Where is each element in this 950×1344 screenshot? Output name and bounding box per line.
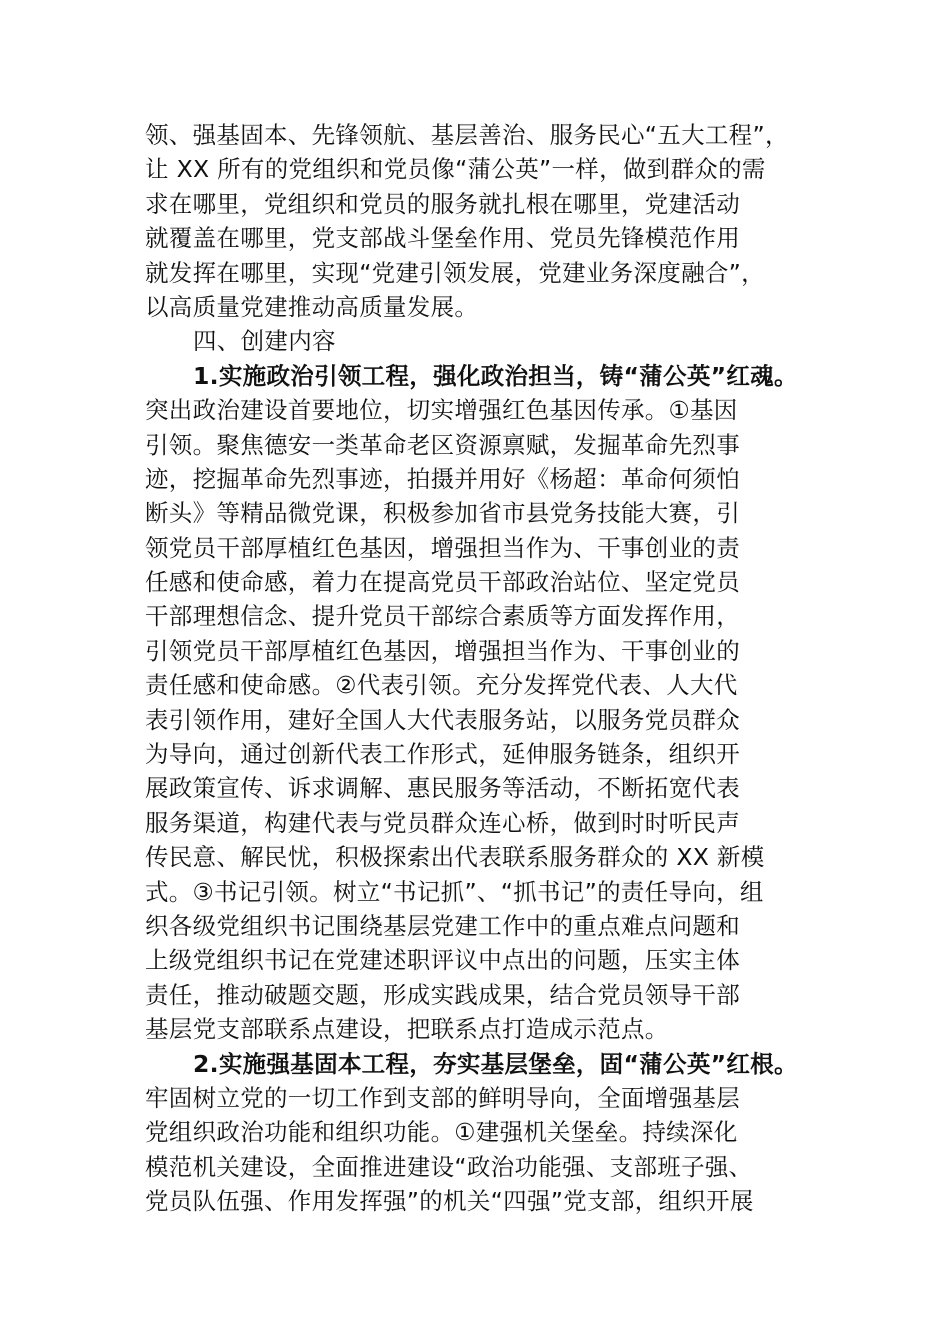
- text-line: 表引领作用，建好全国人大代表服务站，以服务党员群众: [145, 705, 740, 734]
- text-line: 服务渠道，构建代表与党员群众连心桥，做到时时听民声: [145, 808, 740, 837]
- text-line: 领党员干部厚植红色基因，增强担当作为、干事创业的责: [145, 533, 740, 562]
- text-line: 让 XX 所有的党组织和党员像“蒲公英”一样，做到群众的需: [145, 155, 766, 184]
- text-line: 干部理想信念、提升党员干部综合素质等方面发挥作用，: [145, 602, 740, 631]
- text-line: 责任感和使命感。②代表引领。充分发挥党代表、人大代: [145, 671, 738, 700]
- text-line: 责任，推动破题交题，形成实践成果，结合党员领导干部: [145, 980, 740, 1009]
- text-line: 展政策宣传、诉求调解、惠民服务等活动，不断拓宽代表: [145, 774, 740, 803]
- text-line: 任感和使命感，着力在提高党员干部政治站位、坚定党员: [145, 568, 740, 597]
- text-line: 求在哪里，党组织和党员的服务就扎根在哪里，党建活动: [145, 189, 740, 218]
- document-body: [145, 118, 835, 1219]
- text-line: 以高质量党建推动高质量发展。: [145, 292, 479, 321]
- text-line: 织各级党组织书记围绕基层党建工作中的重点难点问题和: [145, 911, 740, 940]
- text-line: 党组织政治功能和组织功能。①建强机关堡垒。持续深化: [145, 1118, 738, 1147]
- text-line: 模范机关建设，全面推进建设“政治功能强、支部班子强、: [145, 1152, 753, 1181]
- text-line: 就覆盖在哪里，党支部战斗堡垒作用、党员先锋模范作用: [145, 224, 740, 253]
- text-line: 传民意、解民忧，积极探索出代表联系服务群众的 XX 新模: [145, 843, 765, 872]
- subsection-heading-2: 2.实施强基固本工程，夯实基层堡垒，固“蒲公英”红根。: [193, 1049, 798, 1078]
- text-line: 上级党组织书记在党建述职评议中点出的问题，压实主体: [145, 946, 740, 975]
- text-line: 基层党支部联系点建设，把联系点打造成示范点。: [145, 1015, 669, 1044]
- text-line: 就发挥在哪里，实现“党建引领发展，党建业务深度融合”，: [145, 258, 765, 287]
- text-line: 牢固树立党的一切工作到支部的鲜明导向，全面增强基层: [145, 1083, 740, 1112]
- text-line: 党员队伍强、作用发挥强”的机关“四强”党支部，组织开展: [145, 1187, 754, 1216]
- text-line: 断头》等精品微党课，积极参加省市县党务技能大赛，引: [145, 499, 740, 528]
- text-line: 迹，挖掘革命先烈事迹，拍摄并用好《杨超：革命何须怕: [145, 464, 740, 493]
- text-line: 引领党员干部厚植红色基因，增强担当作为、干事创业的: [145, 636, 740, 665]
- text-line: 为导向，通过创新代表工作形式，延伸服务链条，组织开: [145, 740, 740, 769]
- text-line: 突出政治建设首要地位，切实增强红色基因传承。①基因: [145, 396, 738, 425]
- text-line: 引领。聚焦德安一类革命老区资源禀赋，发掘革命先烈事: [145, 430, 740, 459]
- text-line: 领、强基固本、先锋领航、基层善治、服务民心“五大工程”，: [145, 121, 789, 149]
- text-line: 式。③书记引领。树立“书记抓”、“抓书记”的责任导向，组: [145, 877, 764, 906]
- subsection-heading-1: 1.实施政治引领工程，强化政治担当，铸“蒲公英”红魂。: [193, 361, 798, 390]
- section-heading: 四、创建内容: [193, 327, 336, 356]
